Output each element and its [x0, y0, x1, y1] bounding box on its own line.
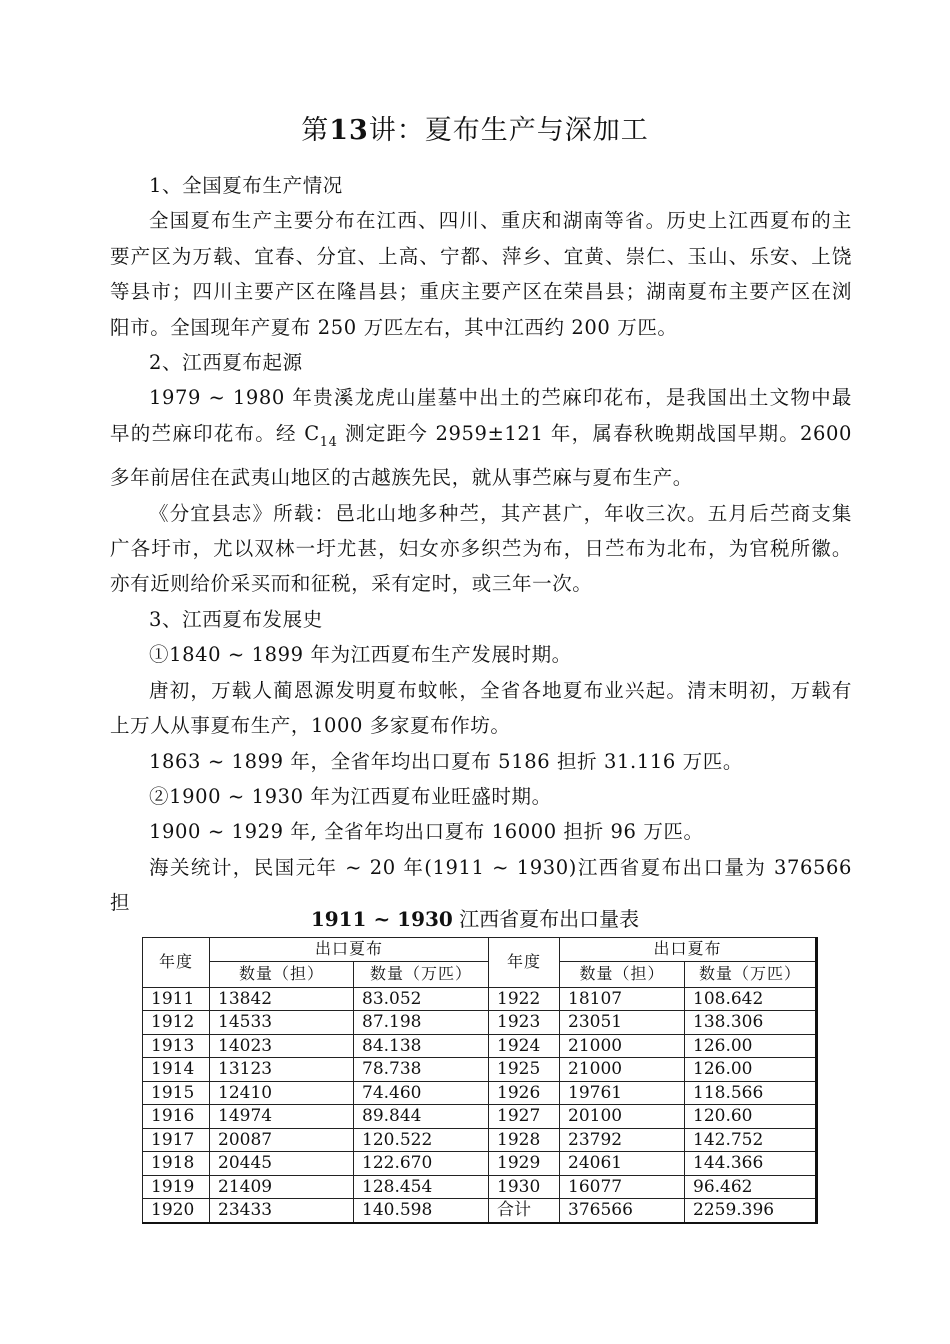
carbon-subscript: 14: [319, 434, 338, 450]
cell-year: 1916: [143, 1105, 210, 1129]
cell-qty-dan: 13842: [210, 987, 354, 1011]
table-row: [143, 1058, 817, 1082]
cell-qty-dan: 14974: [210, 1105, 354, 1129]
table-row: [143, 1152, 817, 1176]
cell-qty-dan: 20087: [210, 1128, 354, 1152]
section-3-paragraph-5: 1900 ~ 1929 年, 全省年均出口夏布 16000 担折 96 万匹。: [149, 820, 704, 844]
cell-qty-dan: 14023: [210, 1034, 354, 1058]
cell-qty-dan: 13123: [210, 1058, 354, 1082]
cell-qty-dan: 21000: [560, 1034, 685, 1058]
cell-qty-dan: 16077: [560, 1175, 685, 1199]
cell-qty-dan: 23051: [560, 1011, 685, 1035]
cell-qty-dan: 19761: [560, 1081, 685, 1105]
paragraph-text: 1979 ~ 1980 年贵溪龙虎山崖墓中出土的苎麻印花布，是我国出土文物中最早的苎麻印花布。经 C: [110, 386, 852, 445]
cell-year: 1929: [489, 1152, 560, 1176]
cell-qty-wanpi: 118.566: [685, 1081, 817, 1105]
section-1-heading: 1、全国夏布生产情况: [149, 174, 343, 197]
cell-year: 1926: [489, 1081, 560, 1105]
cell-year: 1915: [143, 1081, 210, 1105]
header-qty-wanpi-left: 数量（万匹）: [354, 961, 489, 987]
table-row: [143, 1105, 817, 1129]
body-text: [110, 168, 852, 921]
cell-year: 1914: [143, 1058, 210, 1082]
cell-qty-wanpi: 144.366: [685, 1152, 817, 1176]
cell-qty-dan: 20445: [210, 1152, 354, 1176]
cell-qty-dan: 14533: [210, 1011, 354, 1035]
cell-year: 1912: [143, 1011, 210, 1035]
cell-year: 1922: [489, 987, 560, 1011]
cell-year: 1923: [489, 1011, 560, 1035]
table-row: [143, 1128, 817, 1152]
cell-qty-wanpi: 74.460: [354, 1081, 489, 1105]
table-header-row: [143, 938, 817, 962]
cell-qty-wanpi: 78.738: [354, 1058, 489, 1082]
table-row: [143, 1175, 817, 1199]
section-2-paragraph-2: 《分宜县志》所载：邑北山地多种苎，其产甚广，年收三次。五月后苎商支集广各圩市，尤以双林一圩尤甚，妇女亦多织苎为布，日苎布为北布，为官税所徽。亦有近则给价采买而和征税，采有定时，或三年一次。: [110, 501, 852, 596]
section-3-paragraph-4: ②1900 ~ 1930 年为江西夏布业旺盛时期。: [149, 784, 552, 808]
paragraph-text: 测定距今 2959±121 年，属春秋晚期战国早期。2600 多年前居住在武夷山地区的古越族先民，就从事苎麻与夏布生产。: [110, 421, 852, 490]
cell-year: 1911: [143, 987, 210, 1011]
title-prefix: 第: [301, 115, 330, 146]
cell-qty-wanpi: 2259.396: [685, 1199, 817, 1223]
section-3-paragraph-3: 1863 ~ 1899 年，全省年均出口夏布 5186 担折 31.116 万匹。: [149, 749, 743, 773]
cell-qty-dan: 18107: [560, 987, 685, 1011]
table-row: [143, 1034, 817, 1058]
cell-year: 合计: [489, 1199, 560, 1223]
section-2-paragraph-1: [110, 380, 852, 495]
header-year-right: 年度: [489, 938, 560, 988]
title-number: 13: [329, 115, 369, 146]
header-export-left: 出口夏布: [210, 938, 489, 962]
section-3-paragraph-1: ①1840 ~ 1899 年为江西夏布生产发展时期。: [149, 643, 572, 667]
cell-year: 1924: [489, 1034, 560, 1058]
table-title-years: 1911 ~ 1930: [310, 907, 453, 931]
table-row: [143, 1199, 817, 1223]
cell-year: 1925: [489, 1058, 560, 1082]
page-title: [0, 113, 950, 149]
cell-qty-wanpi: 83.052: [354, 987, 489, 1011]
cell-qty-dan: 376566: [560, 1199, 685, 1223]
table-row: [143, 1011, 817, 1035]
header-qty-wanpi-right: 数量（万匹）: [685, 961, 817, 987]
cell-qty-dan: 24061: [560, 1152, 685, 1176]
table-subheader-row: [143, 961, 817, 987]
cell-qty-wanpi: 120.522: [354, 1128, 489, 1152]
cell-qty-wanpi: 96.462: [685, 1175, 817, 1199]
header-year-left: 年度: [143, 938, 210, 988]
cell-year: 1913: [143, 1034, 210, 1058]
cell-year: 1927: [489, 1105, 560, 1129]
title-suffix: 讲：夏布生产与深加工: [368, 115, 649, 146]
cell-qty-wanpi: 126.00: [685, 1034, 817, 1058]
cell-qty-wanpi: 140.598: [354, 1199, 489, 1223]
cell-year: 1917: [143, 1128, 210, 1152]
cell-qty-wanpi: 120.60: [685, 1105, 817, 1129]
cell-year: 1930: [489, 1175, 560, 1199]
cell-qty-wanpi: 84.138: [354, 1034, 489, 1058]
export-table: [142, 937, 818, 1224]
cell-year: 1920: [143, 1199, 210, 1223]
header-qty-dan-left: 数量（担）: [210, 961, 354, 987]
cell-qty-dan: 23433: [210, 1199, 354, 1223]
section-2-heading: 2、江西夏布起源: [149, 351, 303, 375]
cell-qty-dan: 21409: [210, 1175, 354, 1199]
cell-qty-dan: 12410: [210, 1081, 354, 1105]
cell-year: 1928: [489, 1128, 560, 1152]
cell-qty-dan: 23792: [560, 1128, 685, 1152]
cell-qty-wanpi: 122.670: [354, 1152, 489, 1176]
table-row: [143, 1081, 817, 1105]
header-export-right: 出口夏布: [560, 938, 817, 962]
section-1-paragraph: 全国夏布生产主要分布在江西、四川、重庆和湖南等省。历史上江西夏布的主要产区为万载、宜春、分宜、上高、宁都、萍乡、宜黄、崇仁、玉山、乐安、上饶等县市；四川主要产区在隆昌县；重庆主要产区在荣昌县；湖南夏布主要产区在浏阳市。全国现年产夏布 250 万匹左右，其中江西约 200 万匹。: [110, 209, 852, 339]
table-title-text: 江西省夏布出口量表: [452, 907, 640, 931]
cell-qty-wanpi: 142.752: [685, 1128, 817, 1152]
cell-qty-wanpi: 87.198: [354, 1011, 489, 1035]
cell-year: 1919: [143, 1175, 210, 1199]
cell-qty-wanpi: 128.454: [354, 1175, 489, 1199]
section-3-heading: 3、江西夏布发展史: [149, 607, 323, 631]
table-row: [143, 987, 817, 1011]
header-qty-dan-right: 数量（担）: [560, 961, 685, 987]
cell-qty-wanpi: 126.00: [685, 1058, 817, 1082]
table-body: [143, 987, 817, 1223]
section-3-paragraph-2: 唐初，万载人蔺恩源发明夏布蚊帐，全省各地夏布业兴起。清末明初，万载有上万人从事夏布生产，1000 多家夏布作坊。: [110, 678, 852, 738]
cell-qty-wanpi: 138.306: [685, 1011, 817, 1035]
cell-qty-wanpi: 89.844: [354, 1105, 489, 1129]
cell-qty-dan: 21000: [560, 1058, 685, 1082]
cell-year: 1918: [143, 1152, 210, 1176]
table-title: [0, 904, 950, 934]
cell-qty-wanpi: 108.642: [685, 987, 817, 1011]
section-3-paragraph-6: 海关统计，民国元年 ~ 20 年(1911 ~ 1930)江西省夏布出口量为 376566 担: [110, 855, 852, 915]
cell-qty-dan: 20100: [560, 1105, 685, 1129]
